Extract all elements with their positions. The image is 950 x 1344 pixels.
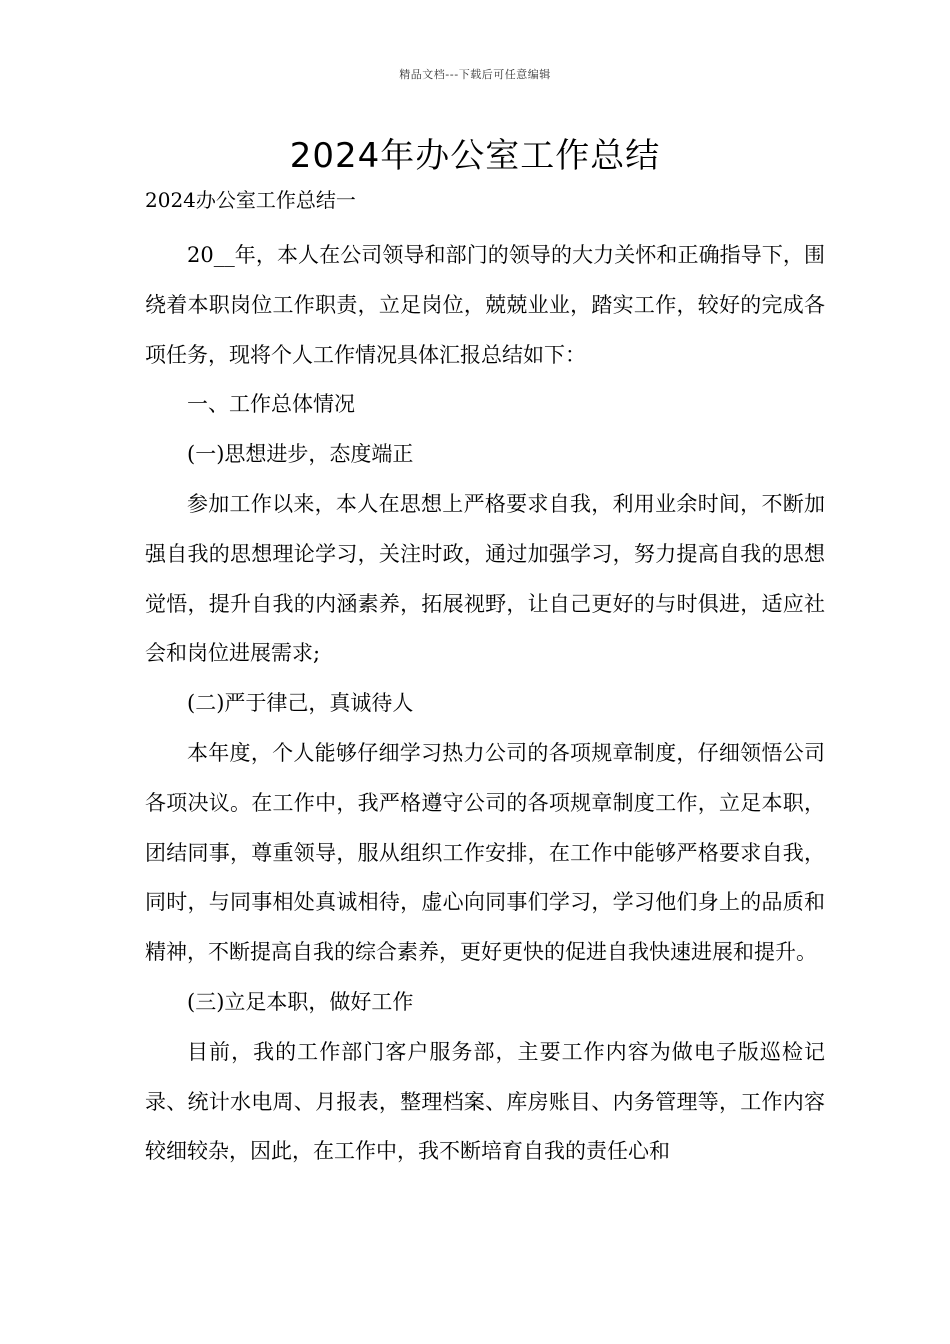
document-title: 2024年办公室工作总结 (289, 136, 661, 176)
paragraph-self-discipline: 本年度，个人能够仔细学习热力公司的各项规章制度，仔细领悟公司各项决议。在工作中，我严格遵守公司的各项规章制度工作，立足本职，团结同事，尊重领导，服从组织工作安排，在工作中能够严格要求自我，同时，与同事相处真诚相待，虚心向同事们学习，学习他们身上的品质和精神，不断提高自我的综合素养，更好更快的促进自我快速进展和提升。 (145, 740, 825, 965)
subsection-heading-3: (三)立足本职，做好工作 (187, 989, 414, 1014)
subsection-heading-1: (一)思想进步，态度端正 (187, 442, 414, 467)
header-note: 精品文档---下载后可任意编辑 (399, 68, 551, 81)
subsection-heading-2: (二)严于律己，真诚待人 (187, 691, 414, 716)
section-heading-overall: 一、工作总体情况 (187, 392, 355, 417)
document-subtitle: 2024办公室工作总结一 (145, 188, 356, 212)
paragraph-thought-progress: 参加工作以来，本人在思想上严格要求自我，利用业余时间，不断加强自我的思想理论学习，关注时政，通过加强学习，努力提高自我的思想觉悟，提升自我的内涵素养，拓展视野，让自己更好的与时俱进，适应社会和岗位进展需求; (145, 491, 825, 666)
document-body (145, 231, 825, 1177)
paragraph-intro: 20__年，本人在公司领导和部门的领导的大力关怀和正确指导下，围绕着本职岗位工作职责，立足岗位，兢兢业业，踏实工作，较好的完成各项任务，现将个人工作情况具体汇报总结如下： (145, 243, 825, 367)
paragraph-job-duties: 目前，我的工作部门客户服务部，主要工作内容为做电子版巡检记录、统计水电周、月报表，整理档案、库房账目、内务管理等，工作内容较细较杂，因此，在工作中，我不断培育自我的责任心和 (145, 1039, 825, 1164)
